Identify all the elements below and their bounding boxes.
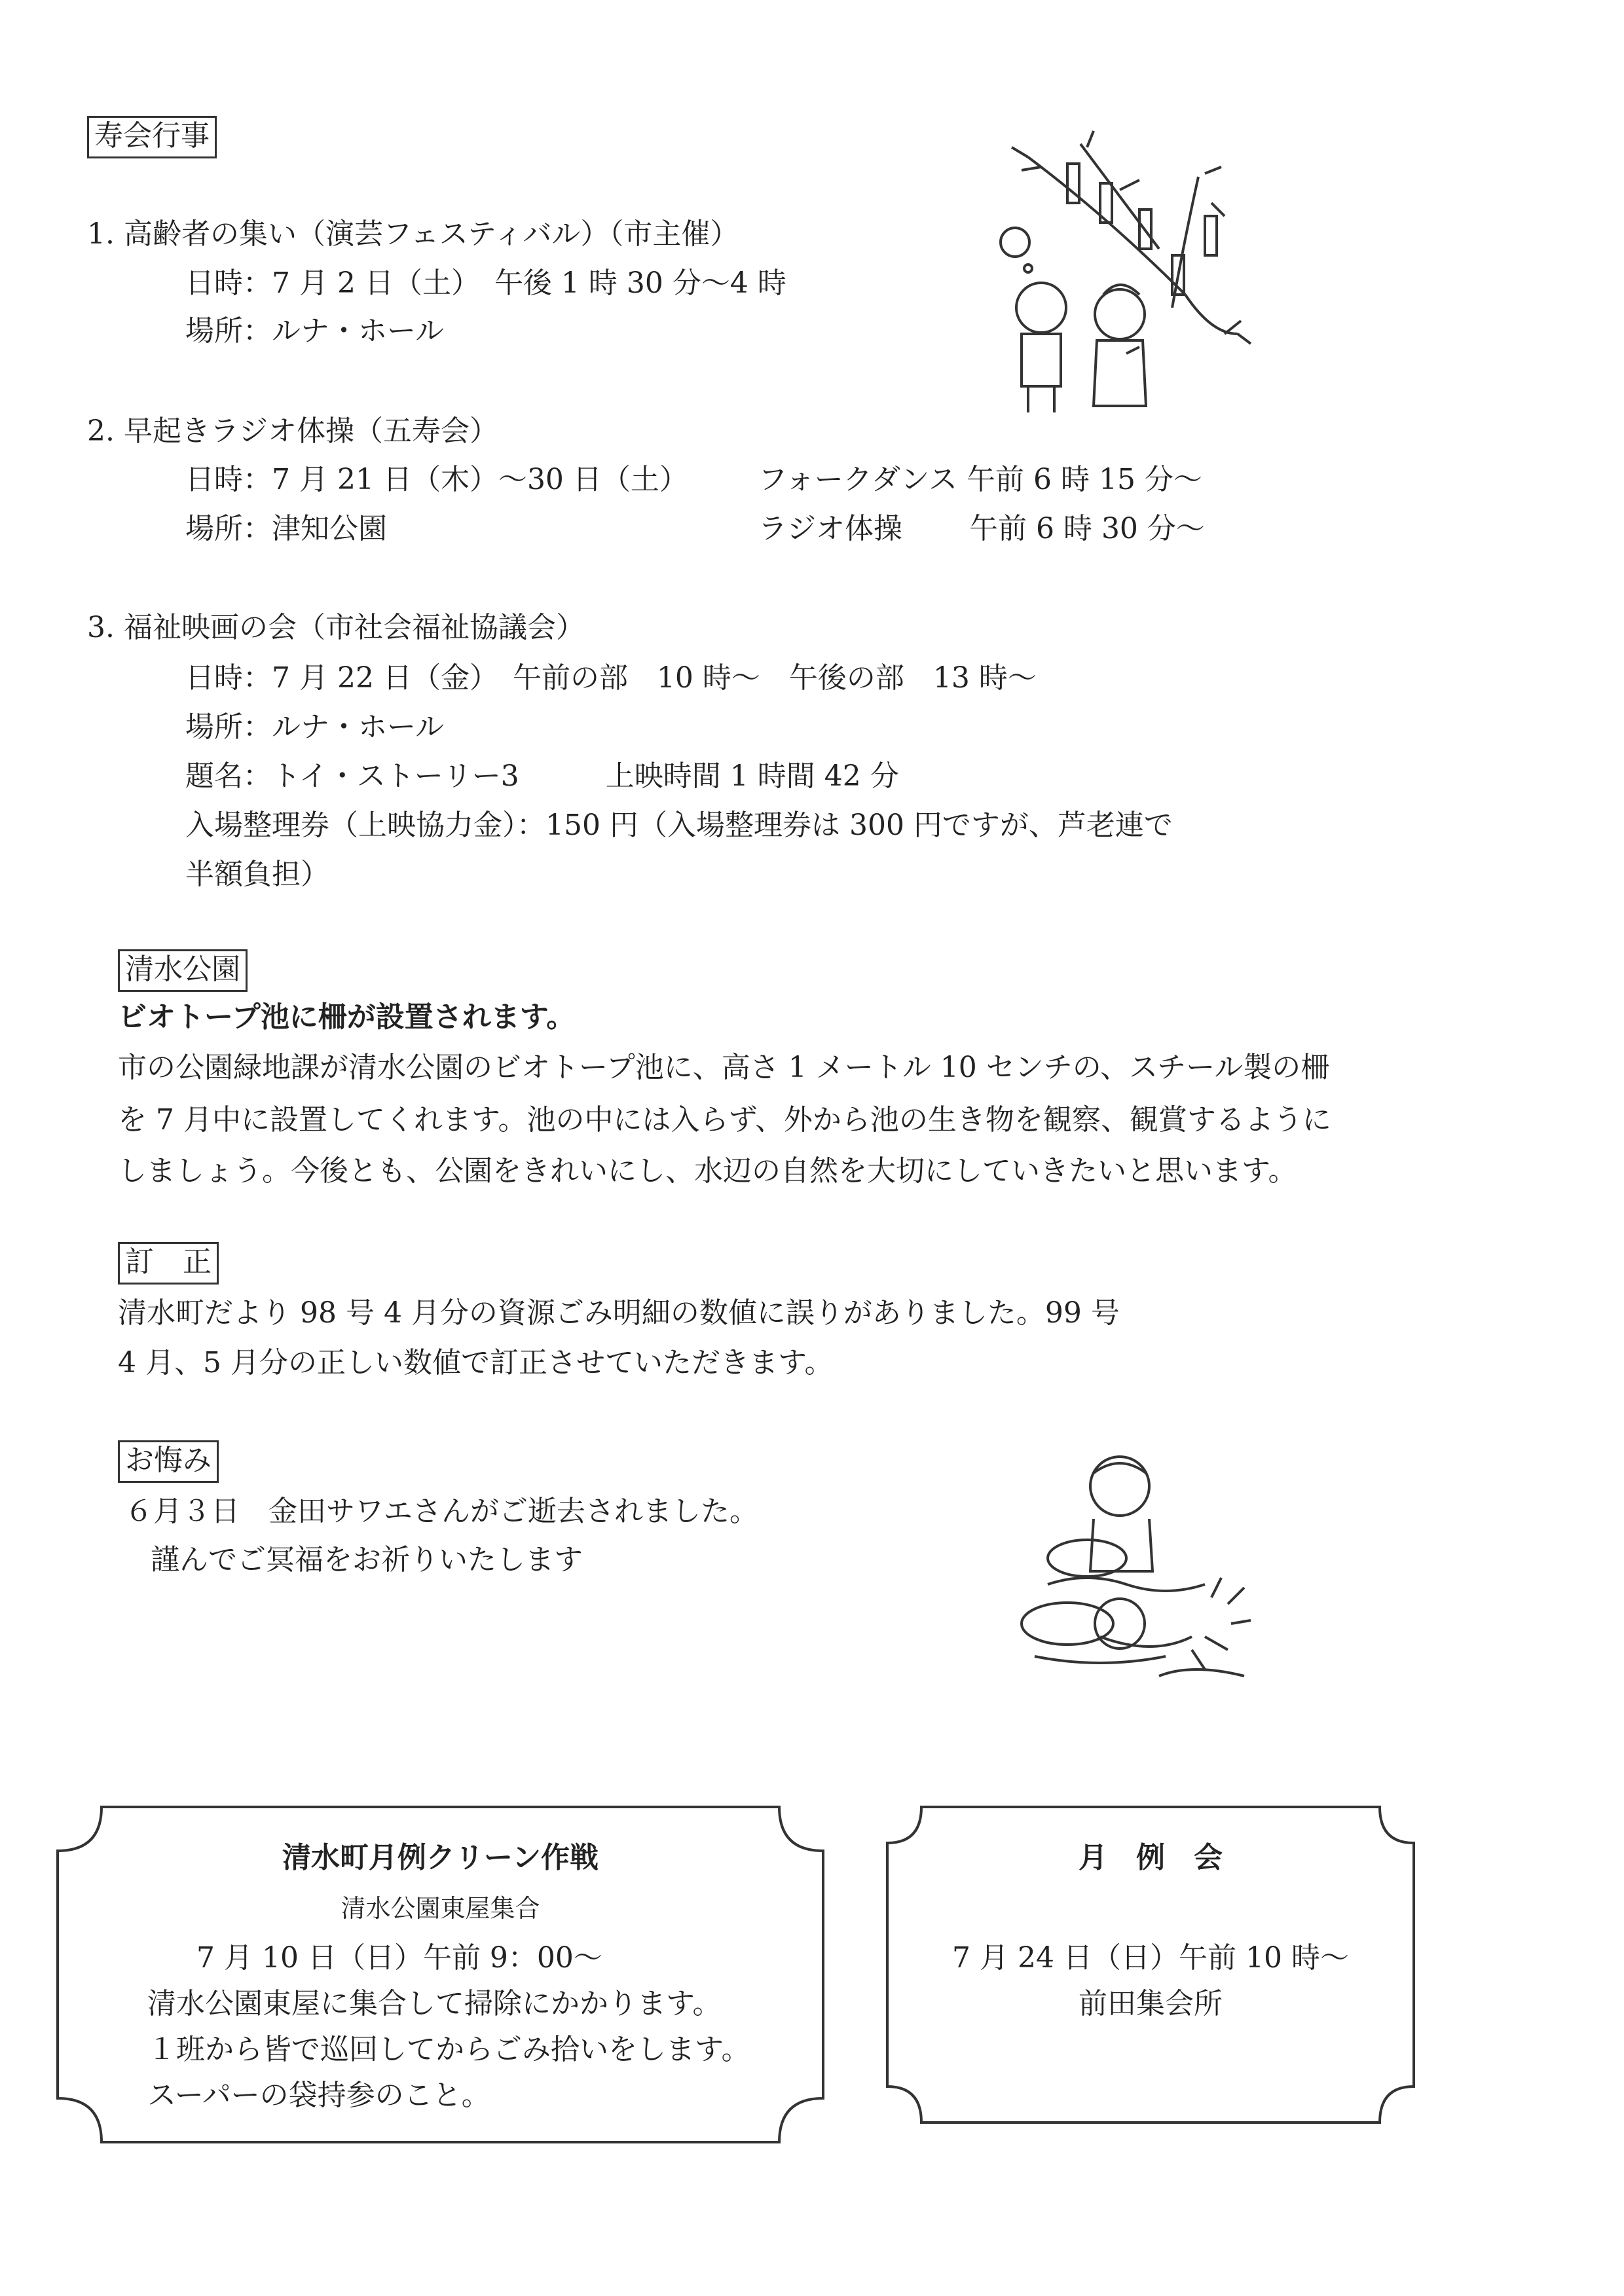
section-label-kotobuki: 寿会行事	[87, 116, 217, 158]
correction-line-1: 清水町だより 98 号 4 月分の資源ごみ明細の数値に誤りがありました。99 号	[118, 1296, 1120, 1330]
event-3-movie: 題名：トイ・ストーリー3 上映時間 1 時間 42 分	[185, 759, 899, 793]
cleanup-title: 清水町月例クリーン作戦	[282, 1841, 599, 1874]
park-line-1: 市の公園緑地課が清水公園のビオトープ池に、高さ 1 メートル 10 センチの、スチール製の柵	[118, 1051, 1330, 1084]
event-2-title: 2. 早起きラジオ体操（五寿会）	[87, 414, 498, 448]
event-2-date: 日時：7 月 21 日（木）～30 日（土）	[185, 463, 688, 496]
section-label-park: 清水公園	[118, 949, 248, 992]
cleanup-subtitle: 清水公園東屋集合	[341, 1894, 540, 1923]
condolence-line-2: 謹んでご冥福をお祈りいたします	[151, 1543, 583, 1576]
park-line-2: を 7 月中に設置してくれます。池の中には入らず、外から池の生き物を観察、観賞するように	[118, 1103, 1331, 1137]
meeting-title: 月 例 会	[1079, 1841, 1223, 1874]
swimming-illustration	[995, 1440, 1270, 1689]
cleanup-line-3: スーパーの袋持参のこと。	[147, 2079, 490, 2112]
tanabata-illustration	[989, 137, 1264, 419]
section-label-correction: 訂 正	[118, 1242, 219, 1285]
event-3-ticket-cont: 半額負担）	[185, 858, 329, 891]
cleanup-line-2: １班から皆で巡回してからごみ拾いをします。	[147, 2033, 750, 2066]
condolence-line-1: ６月３日 金田サワエさんがご逝去されました。	[124, 1495, 758, 1528]
event-2-place: 場所：津知公園	[185, 512, 387, 545]
meeting-place: 前田集会所	[1079, 1987, 1223, 2020]
event-1-place: 場所：ルナ・ホール	[185, 314, 445, 348]
event-2-folkdance: フォークダンス 午前 6 時 15 分～	[758, 463, 1202, 496]
event-1-date: 日時：7 月 2 日（土） 午後 1 時 30 分～4 時	[185, 266, 786, 300]
park-line-3: しましょう。今後とも、公園をきれいにし、水辺の自然を大切にしていきたいと思います。	[118, 1154, 1297, 1188]
event-3-date: 日時：7 月 22 日（金） 午前の部 10 時～ 午後の部 13 時～	[185, 661, 1037, 695]
event-3-title: 3. 福祉映画の会（市社会福祉協議会）	[87, 611, 585, 644]
section-label-condolence: お悔み	[118, 1440, 219, 1483]
meeting-time: 7 月 24 日（日）午前 10 時～	[952, 1941, 1349, 1975]
event-2-radio: ラジオ体操 午前 6 時 30 分～	[758, 512, 1205, 545]
event-1-title: 1. 高齢者の集い（演芸フェスティバル）（市主催）	[87, 217, 739, 251]
event-3-ticket: 入場整理券（上映協力金）：150 円（入場整理券は 300 円ですが、芦老連で	[185, 809, 1173, 842]
event-3-place: 場所：ルナ・ホール	[185, 710, 445, 744]
park-headline: ビオトープ池に柵が設置されます。	[118, 1000, 576, 1034]
cleanup-time: 7 月 10 日（日）午前 9：00～	[196, 1941, 602, 1975]
cleanup-line-1: 清水公園東屋に集合して掃除にかかります。	[147, 1987, 722, 2020]
correction-line-2: 4 月、5 月分の正しい数値で訂正させていただきます。	[118, 1346, 834, 1379]
